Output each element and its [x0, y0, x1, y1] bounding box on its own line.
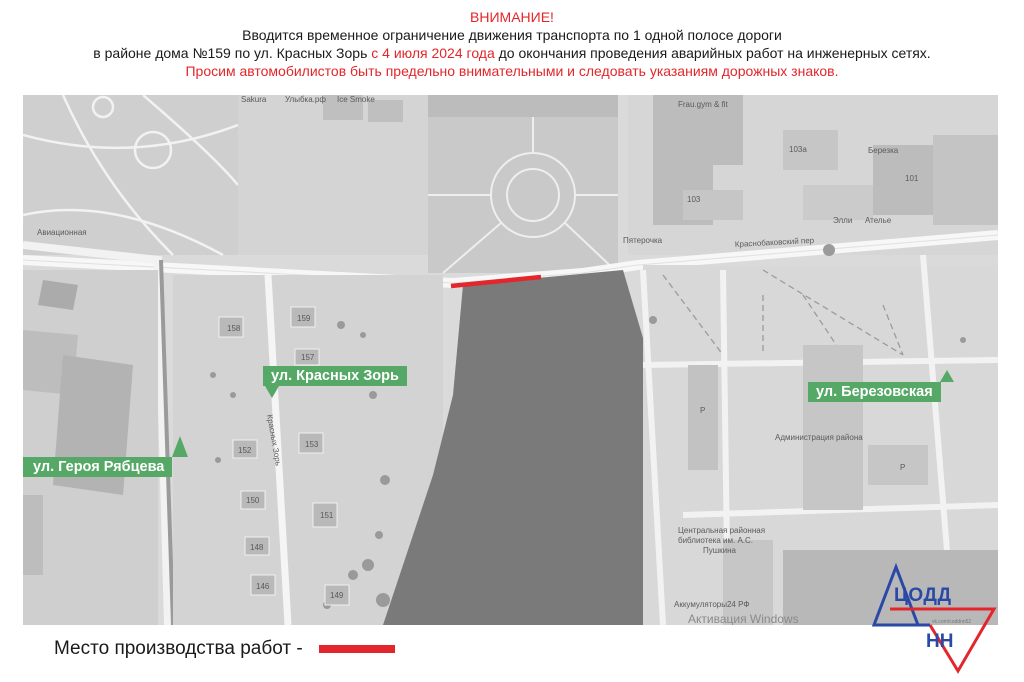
notice-line-2-suffix: до окончания проведения аварийных работ на инженерных сетях. [494, 45, 931, 61]
poi-library-line-3: Пушкина [703, 546, 737, 555]
house-151: 151 [320, 511, 334, 520]
poi-berezka: Березка [868, 146, 899, 155]
house-157: 157 [301, 353, 315, 362]
logo-word-nn: НН [926, 631, 954, 652]
poi-elli: Элли [833, 216, 853, 225]
poi-ice-smoke: Ice Smoke [337, 95, 375, 104]
notice-line-2 [0, 44, 1024, 62]
legend-work-marker [319, 645, 395, 653]
notice-line-3: Просим автомобилистов быть предельно внимательными и следовать указаниям дорожных знаков. [185, 63, 839, 79]
house-150: 150 [246, 496, 260, 505]
notice-start-date: с 4 июля 2024 года [367, 45, 495, 61]
legend [54, 636, 395, 662]
house-149: 149 [330, 591, 344, 600]
street-label-krasnykh-zor-pointer [265, 386, 279, 398]
poi-library-line-2: библиотека им. А.С. [678, 536, 754, 545]
street-label-berezovskaya: ул. Березовская [808, 382, 941, 402]
poi-aviation: Авиационная [37, 228, 87, 237]
codd-logo [870, 563, 998, 675]
poi-103a: 103а [789, 145, 807, 154]
parking-marker-1: P [700, 406, 706, 415]
street-label-geroya-ryabtseva: ул. Героя Рябцева [23, 457, 172, 477]
house-158: 158 [227, 324, 241, 333]
poi-sakura: Sakura [241, 95, 267, 104]
house-152: 152 [238, 446, 252, 455]
poi-admin: Администрация района [775, 433, 863, 442]
map-canvas [23, 95, 998, 625]
street-label-krasnykh-zor: ул. Красных Зорь [263, 366, 407, 386]
house-153: 153 [305, 440, 319, 449]
house-146: 146 [256, 582, 270, 591]
house-159: 159 [297, 314, 311, 323]
notice-title: ВНИМАНИЕ! [470, 9, 554, 25]
logo-vk-link: vk.com/coddnn52 [932, 619, 972, 625]
poi-pyaterochka: Пятерочка [623, 236, 663, 245]
notice-header [0, 8, 1024, 80]
poi-library-line-1: Центральная районная [678, 526, 766, 535]
poi-fraugym: Frau.gym & fit [678, 100, 728, 109]
street-krasnobakovsky: Краснобаковский пер [734, 235, 815, 249]
street-label-geroya-ryabtseva-pointer [172, 436, 188, 457]
legend-label: Место производства работ - [54, 638, 303, 659]
poi-akkum: Аккумуляторы24 РФ [674, 600, 750, 609]
windows-watermark: Активация Windows [688, 612, 799, 625]
poi-103: 103 [687, 195, 701, 204]
street-map [23, 95, 998, 625]
poi-atelie: Ателье [865, 216, 892, 225]
logo-word-codd: ЦОДД [894, 585, 952, 606]
house-148: 148 [250, 543, 264, 552]
street-krasnykh-zor: Красных Зорь [265, 413, 283, 467]
street-label-berezovskaya-pointer [940, 370, 954, 382]
poi-ulybka: Улыбка.рф [285, 95, 326, 104]
poi-101: 101 [905, 174, 919, 183]
notice-line-1: Вводится временное ограничение движения транспорта по 1 одной полосе дороги [242, 27, 782, 43]
notice-line-2-prefix: в районе дома №159 по ул. Красных Зорь [93, 45, 368, 61]
parking-marker-2: P [900, 463, 906, 472]
